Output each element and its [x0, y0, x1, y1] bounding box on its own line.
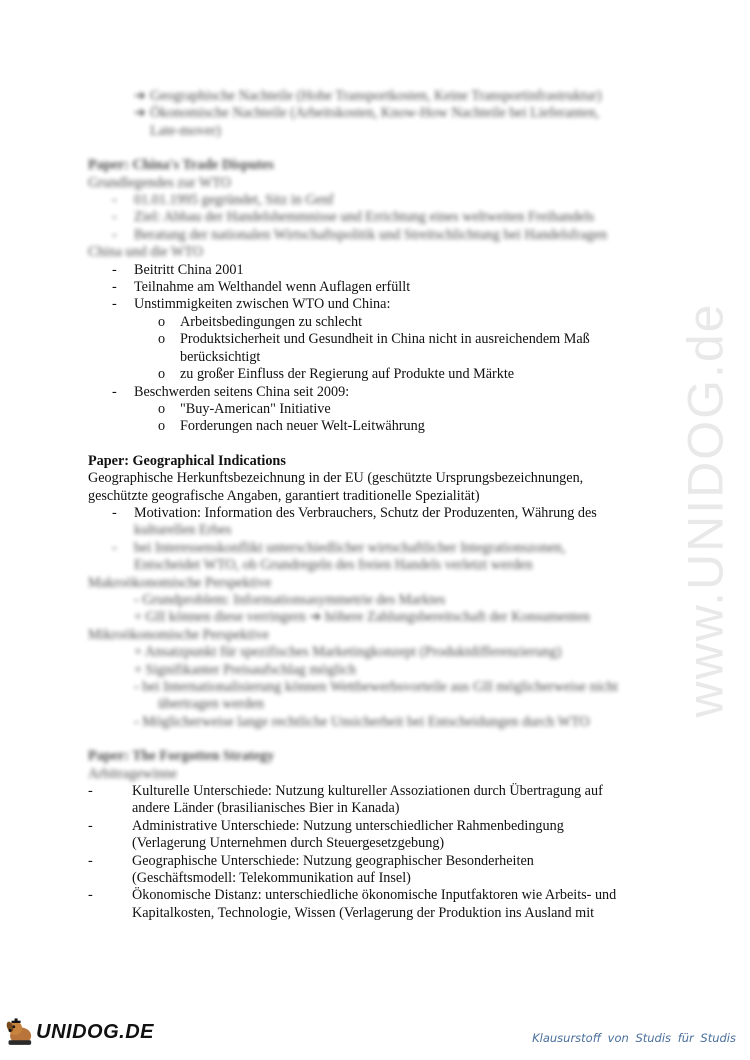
paragraph-line: Geographische Herkunftsbezeichnung in der EU (geschützte Ursprungsbezeichnungen, — [88, 470, 584, 487]
dog-icon — [4, 1013, 34, 1051]
list-item: - bei Interessenskonflikt unterschiedlicher wirtschaftlicher Integrationszonen, — [112, 539, 566, 556]
list-item: - Grundproblem: Informationsasymmetrie des Marktes — [134, 591, 446, 608]
list-item: - Beitritt China 2001 — [112, 261, 244, 278]
list-item: ➔ Geographische Nachteile (Hohe Transportkosten, Keine Transportinfrastruktur) — [134, 88, 602, 104]
list-item: + Ansatzpunkt für spezifisches Marketingkonzept (Produktdifferenzierung) — [134, 644, 562, 661]
list-item: Entscheidet WTO, ob Grundregeln des freien Handels verletzt werden — [134, 557, 533, 574]
sub-list-item: o Produktsicherheit und Gesundheit in China nicht in ausreichendem Maß — [158, 331, 590, 348]
list-item: - Möglicherweise lange rechtliche Unsicherheit bei Entscheidungen durch WTO — [134, 713, 590, 730]
list-item: übertragen werden — [158, 696, 264, 713]
document-body — [88, 88, 668, 922]
sub-list-item: o "Buy-American" Initiative — [158, 400, 331, 417]
section-geographical-indications — [88, 453, 668, 732]
section-subtitle: China und die WTO — [88, 244, 203, 261]
list-item: - Beratung der nationalen Wirtschaftspolitik und Streitschlichtung bei Handelsfragen — [112, 226, 608, 243]
footer-tagline: Klausurstoff von Studis für Studis — [532, 1031, 736, 1045]
list-item: - Ziel: Abbau der Handelshemmnisse und Errichtung eines weltweiten Freihandels — [112, 209, 595, 226]
section-subtitle: Makroökonomische Perspektive — [88, 574, 272, 591]
list-item: - Unstimmigkeiten zwischen WTO und China: — [112, 296, 391, 313]
list-item: + Signifikanter Preisaufschlag möglich — [134, 661, 356, 678]
blurred-block — [88, 522, 668, 731]
sub-list-item: o zu großer Einfluss der Regierung auf Produkte und Märkte — [158, 366, 515, 383]
paragraph-line: geschützte geografische Angaben, garantiert traditionelle Spezialität) — [88, 487, 480, 504]
list-item: - Beschwerden seitens China seit 2009: — [112, 383, 350, 400]
section-subtitle: Grundlegendes zur WTO — [88, 174, 231, 191]
list-item: - Ökonomische Distanz: unterschiedliche ökonomische Inputfaktoren wie Arbeits- und Kapitalkosten, Technologie, Wissen (Verlagerung der Produktion ins Ausland mit — [88, 887, 617, 921]
list-item: + GII können diese verringern ➔ höhere Zahlungsbereitschaft der Konsumenten — [134, 609, 591, 626]
section-title: Paper: The Forgotten Strategy — [88, 748, 275, 765]
section-subtitle: Mikroökonomische Perspektive — [88, 626, 269, 643]
section-subtitle: Arbitragewinne — [88, 765, 178, 782]
list-item: ➔ Ökonomische Nachteile (Arbeitskosten, Know-How Nachteile bei Lieferanten, — [134, 105, 600, 122]
section-forgotten-strategy — [88, 748, 668, 922]
list-item: - Administrative Unterschiede: Nutzung unterschiedlicher Rahmenbedingung (Verlagerung Unternehmen durch Steuergesetzgebung) — [88, 817, 564, 852]
list-item: kulturellen Erbes — [134, 522, 232, 539]
list-item: - Kulturelle Unterschiede: Nutzung kultureller Assoziationen durch Übertragung auf andere Länder (brasilianisches Bier in Kanada) — [88, 783, 603, 817]
arrow-icon: ➔ — [134, 105, 146, 122]
arrow-icon: ➔ — [134, 88, 146, 104]
list-item: - Teilnahme am Welthandel wenn Auflagen erfüllt — [112, 279, 411, 296]
list-item: - bei Internationalisierung können Wettbewerbsvorteile aus GII möglicherweise nicht — [134, 679, 618, 695]
sub-list-item-cont: berücksichtigt — [180, 348, 261, 365]
sub-list-item: o Arbeitsbedingungen zu schlecht — [158, 313, 363, 330]
list-item: - 01.01.1995 gegründet, Sitz in Genf — [112, 192, 334, 209]
list-item: - Motivation: Information des Verbrauchers, Schutz der Produzenten, Währung des — [112, 504, 597, 521]
top-list — [88, 88, 668, 140]
section-title: Paper: Geographical Indications — [88, 452, 286, 469]
watermark: www.UNIDOG.de — [677, 302, 733, 718]
unidog-logo: UNIDOG.DE — [4, 1012, 154, 1052]
list-item: - Geographische Unterschiede: Nutzung geographischer Besonderheiten (Geschäftsmodell: Telekommunikation auf Insel) — [88, 852, 534, 887]
list-item: Late-mover) — [150, 122, 221, 139]
arrow-icon: ➔ — [309, 609, 322, 626]
section-title: Paper: China's Trade Disputes — [88, 157, 274, 174]
section-china-trade-disputes — [88, 157, 668, 436]
sub-list-item: o Forderungen nach neuer Welt-Leitwährung — [158, 418, 425, 435]
